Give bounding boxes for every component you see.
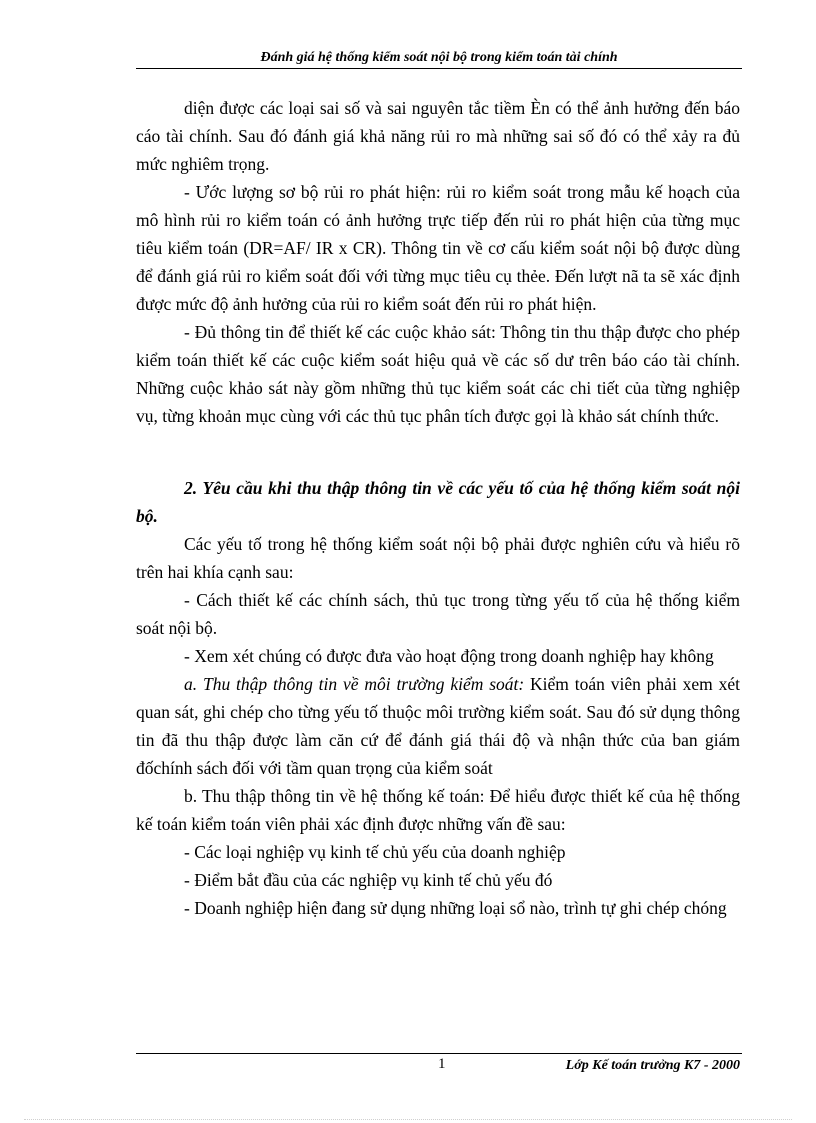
header-divider (136, 68, 742, 69)
paragraph-a-body: Kiểm toán viên phải xem xét quan sát, ghi chép cho từng yếu tố thuộc môi trường kiểm soát. Sau đó sử dụng thông tin đã thu thập được làm căn cứ để đánh giá thái độ và nhận thức của ban giám đốchính sách đối với tầm quan trọng của kiểm soát (136, 674, 740, 778)
page-body (136, 94, 740, 922)
paragraph-requirement-operation: - Xem xét chúng có được đưa vào hoạt động trong doanh nghiệp hay không (184, 646, 714, 666)
paragraph-detection-risk: - Ước lượng sơ bộ rủi ro phát hiện: rủi ro kiểm soát trong mẫu kế hoạch của mô hình rủi ro kiểm toán có ảnh hưởng trực tiếp đến rủi ro phát hiện của từng mục tiêu kiểm toán (DR=AF/ IR x CR). Thông tin về cơ cấu kiểm soát nội bộ được dùng để đánh giá rủi ro kiểm soát đối với từng mục tiêu cụ thẻe. Đến lượt nã ta sẽ xác định được mức độ ảnh hưởng của rủi ro kiểm soát đến rủi ro phát hiện. (136, 182, 740, 314)
paragraph-requirements-intro: Các yếu tố trong hệ thống kiểm soát nội bộ phải được nghiên cứu và hiểu rõ trên hai khía cạnh sau: (136, 534, 740, 582)
page-edge-dotted (24, 1119, 792, 1120)
paragraph-accounting-system: b. Thu thập thông tin về hệ thống kế toán: Để hiểu được thiết kế của hệ thống kế toán kiểm toán viên phải xác định được những vấn đề sau: (136, 786, 740, 834)
section-spacer (136, 430, 740, 474)
paragraph-a-lead: a. Thu thập thông tin về môi trường kiểm soát: (184, 674, 525, 694)
paragraph-control-environment (136, 670, 740, 782)
footer-class-label: Lớp Kế toán trưởng K7 - 2000 (565, 1058, 740, 1073)
page-header-title: Đánh giá hệ thống kiểm soát nội bộ trong kiểm toán tài chính (260, 50, 618, 65)
list-item-ledgers: - Doanh nghiệp hiện đang sử dụng những loại sổ nào, trình tự ghi chép chóng (184, 898, 727, 918)
footer-divider (136, 1053, 742, 1054)
page-number: 1 (438, 1056, 446, 1072)
paragraph-audit-design: - Đủ thông tin để thiết kế các cuộc khảo sát: Thông tin thu thập được cho phép kiểm toán thiết kế các cuộc kiểm soát hiệu quả về các số dư trên báo cáo tài chính. Những cuộc khảo sát này gồm những thủ tục kiểm soát các chi tiết của từng nghiệp vụ, từng khoản mục cùng với các thủ tục phân tích được gọi là khảo sát chính thức. (136, 322, 740, 426)
paragraph-continued: diện được các loại sai số và sai nguyên tắc tiềm Èn có thể ảnh hưởng đến báo cáo tài chính. Sau đó đánh giá khả năng rủi ro mà những sai số đó có thể xảy ra đủ mức nghiêm trọng. (136, 98, 740, 174)
list-item-transaction-start: - Điểm bắt đầu của các nghiệp vụ kinh tế chủ yếu đó (184, 870, 553, 890)
list-item-transaction-types: - Các loại nghiệp vụ kinh tế chủ yếu của doanh nghiệp (184, 842, 566, 862)
section-heading: 2. Yêu cầu khi thu thập thông tin về các yếu tố của hệ thống kiểm soát nội bộ. (136, 478, 740, 526)
paragraph-requirement-design: - Cách thiết kế các chính sách, thủ tục trong từng yếu tố của hệ thống kiểm soát nội bộ. (136, 590, 740, 638)
